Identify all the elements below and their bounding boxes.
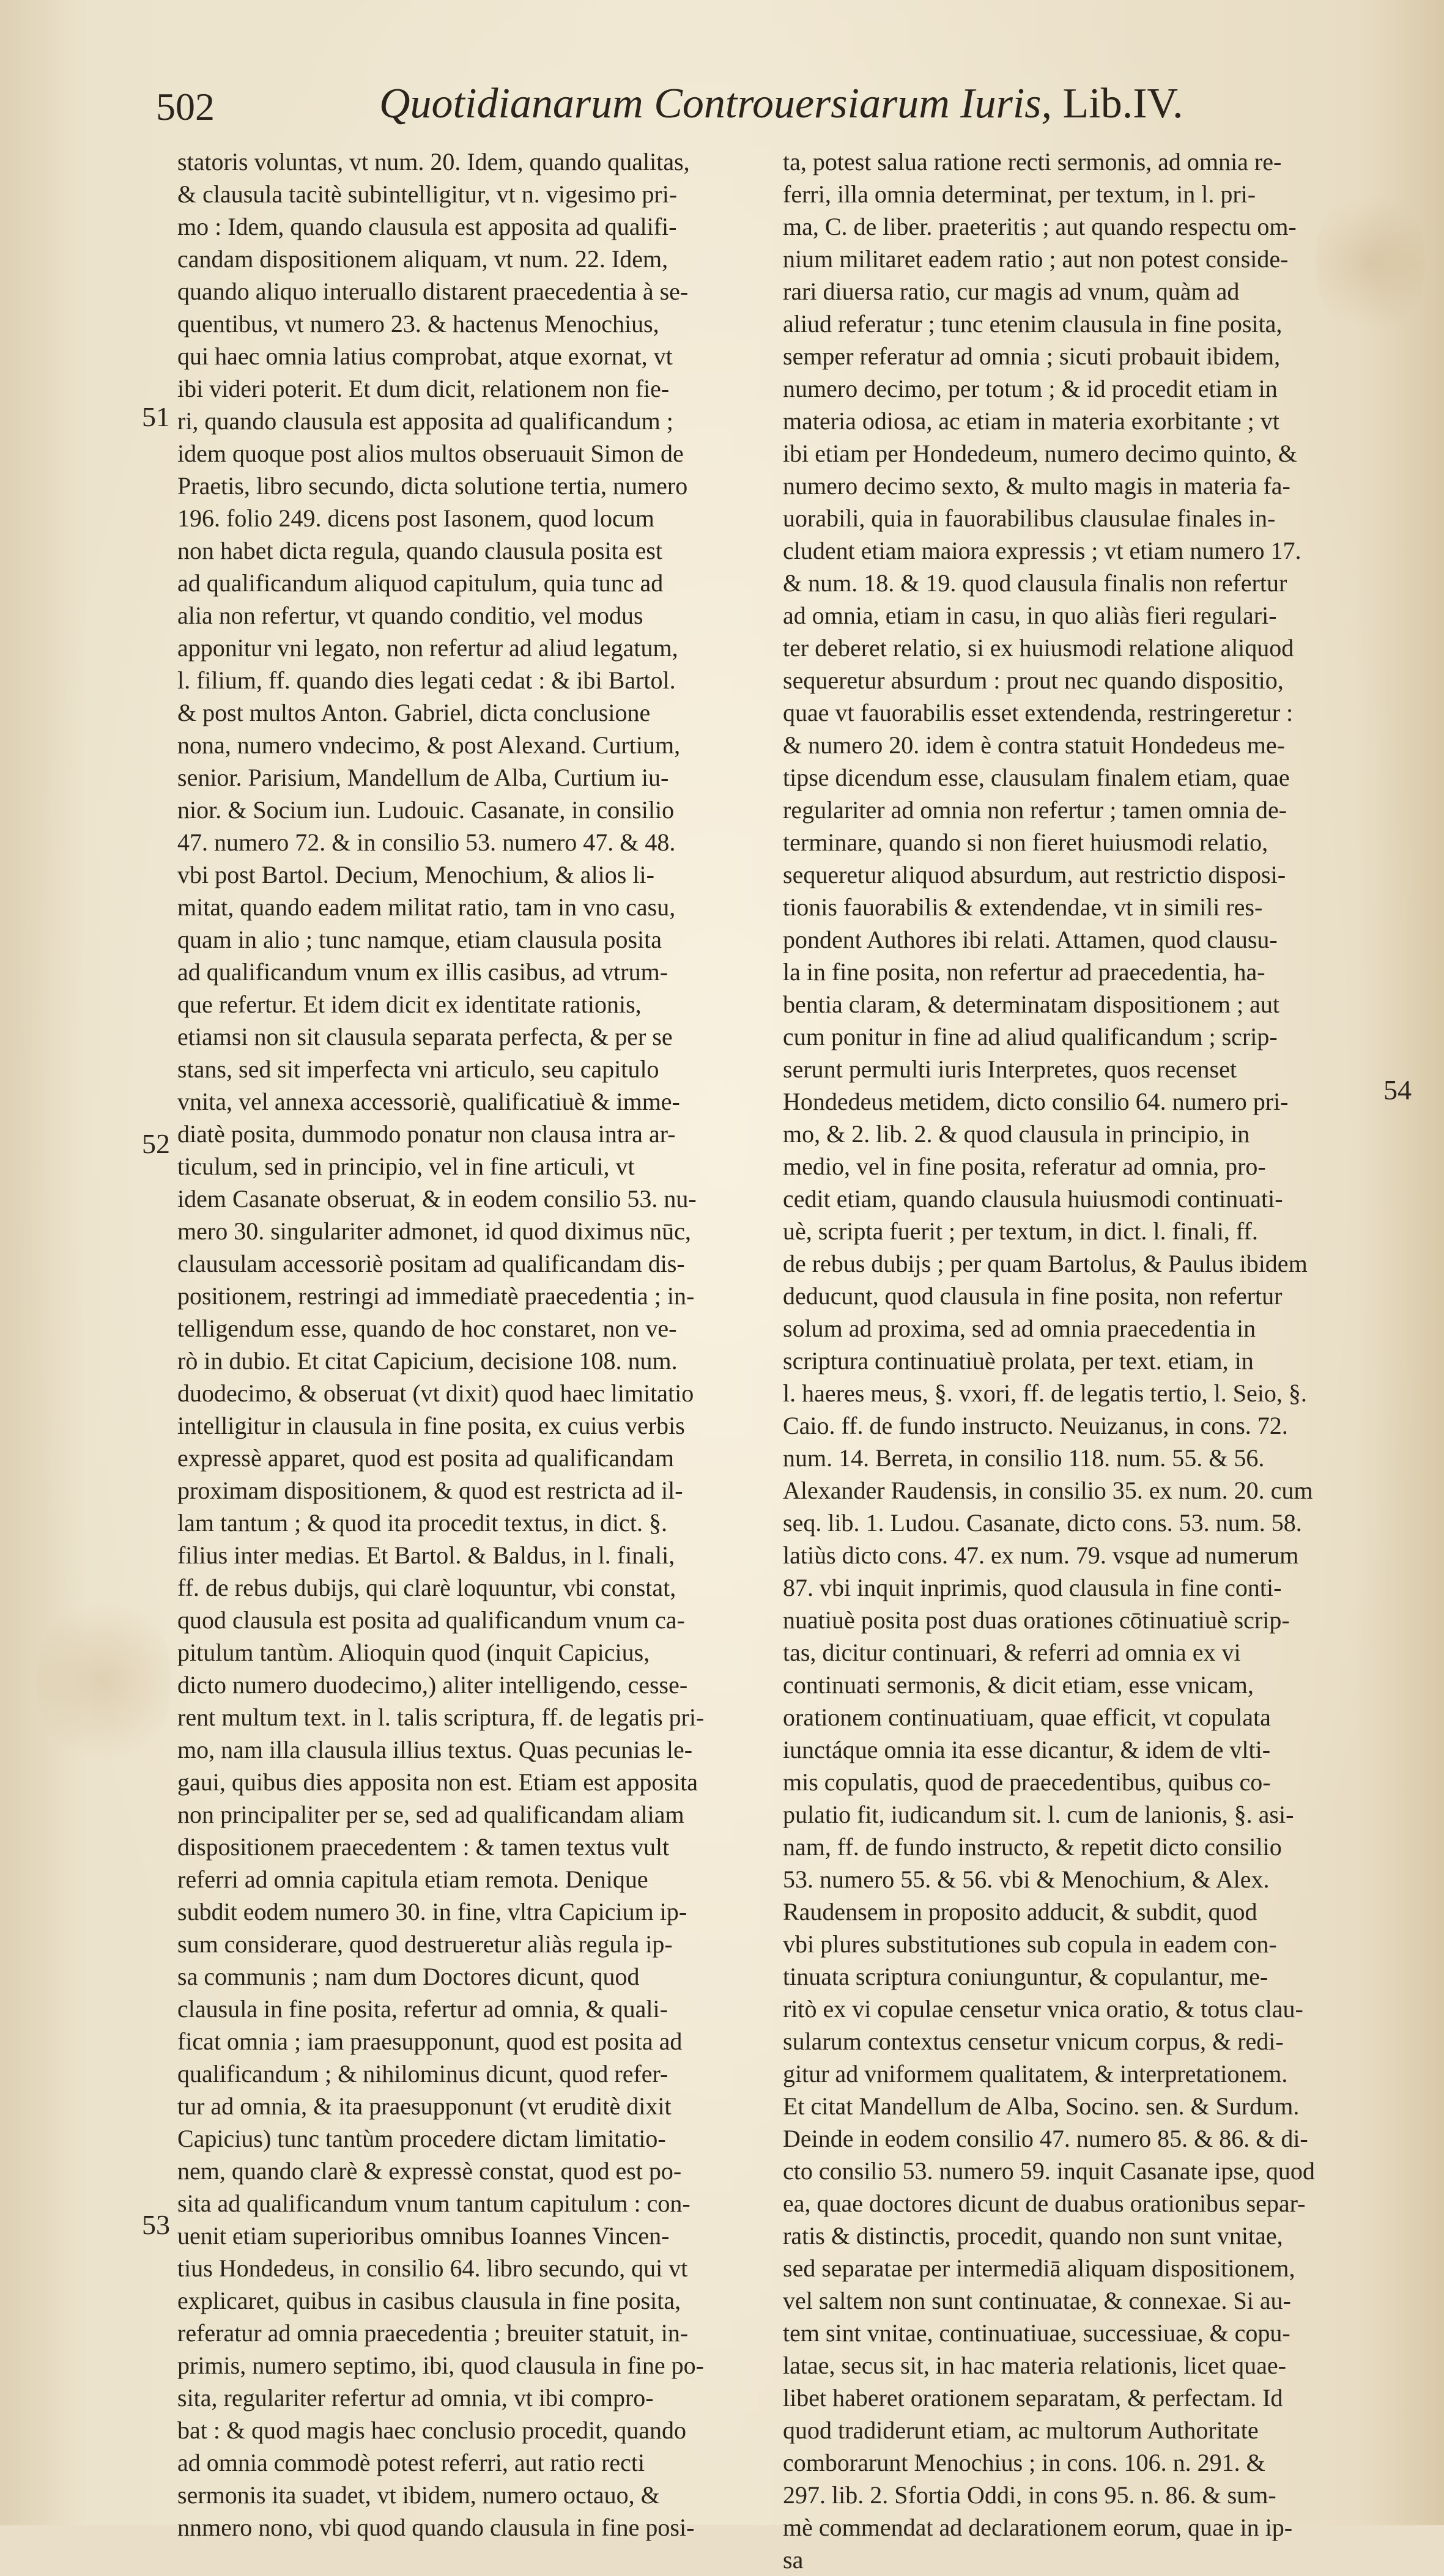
text-line: tinuata scriptura coniunguntur, & copulantur, me- bbox=[783, 1963, 1268, 1990]
text-line: etiamsi non sit clausula separata perfecta, & per se bbox=[177, 1023, 673, 1050]
text-line: nium militaret eadem ratio ; aut non potest conside- bbox=[783, 245, 1289, 273]
text-line: lam tantum ; & quod ita procedit textus, in dict. §. bbox=[177, 1509, 667, 1537]
text-line: mero 30. singulariter admonet, id quod diximus nūc, bbox=[177, 1217, 691, 1245]
text-line: duodecimo, & obseruat (vt dixit) quod haec limitatio bbox=[177, 1379, 694, 1407]
text-line: quentibus, vt numero 23. & hactenus Menochius, bbox=[177, 310, 659, 338]
text-line: tius Hondedeus, in consilio 64. libro secundo, qui vt bbox=[177, 2254, 688, 2282]
text-line: uenit etiam superioribus omnibus Ioannes Vincen- bbox=[177, 2222, 670, 2249]
text-line: 47. numero 72. & in consilio 53. numero 47. & 48. bbox=[177, 829, 676, 856]
text-line: qui haec omnia latius comprobat, atque exornat, vt bbox=[177, 342, 673, 370]
text-line: Capicius) tunc tantùm procedere dictam limitatio- bbox=[177, 2125, 666, 2152]
text-line: seq. lib. 1. Ludou. Casanate, dicto cons. 53. num. 58. bbox=[783, 1509, 1302, 1537]
text-line: tur ad omnia, & ita praesupponunt (vt eruditè dixit bbox=[177, 2092, 672, 2120]
margin-number: 52 bbox=[142, 1128, 170, 1159]
text-line: ticulum, sed in principio, vel in fine articuli, vt bbox=[177, 1153, 635, 1180]
running-title-text: Quotidianarum Controuersiarum Iuris, bbox=[379, 80, 1053, 127]
text-line: vel saltem non sunt continuatae, & connexae. Si au- bbox=[783, 2287, 1291, 2314]
text-line: vbi plures substitutiones sub copula in eadem con- bbox=[783, 1930, 1277, 1958]
text-line: rent multum text. in l. talis scriptura, ff. de legatis pri- bbox=[177, 1703, 705, 1731]
text-line: cum ponitur in fine ad aliud qualificandum ; scrip- bbox=[783, 1023, 1278, 1050]
text-line: que refertur. Et idem dicit ex identitate rationis, bbox=[177, 991, 642, 1018]
text-line: l. haeres meus, §. vxori, ff. de legatis tertio, l. Seio, §. bbox=[783, 1379, 1307, 1407]
text-line: ibi videri poterit. Et dum dicit, relationem non fie- bbox=[177, 375, 670, 402]
text-line: mis copulatis, quod de praecedentibus, quibus co- bbox=[783, 1768, 1271, 1796]
text-line: ibi etiam per Hondedeum, numero decimo quinto, & bbox=[783, 440, 1297, 467]
text-line: ritò ex vi copulae censetur vnica oratio, & totus clau- bbox=[783, 1995, 1303, 2023]
text-line: filius inter medias. Et Bartol. & Baldus, in l. finali, bbox=[177, 1541, 675, 1569]
text-line: num. 14. Berreta, in consilio 118. num. 55. & 56. bbox=[783, 1444, 1265, 1472]
text-line: terminare, quando si non fieret huiusmodi relatio, bbox=[783, 829, 1268, 856]
text-line: & post multos Anton. Gabriel, dicta conclusione bbox=[177, 699, 651, 726]
text-line: intelligitur in clausula in fine posita, ex cuius verbis bbox=[177, 1412, 685, 1439]
text-line: ff. de rebus dubijs, qui clarè loquuntur, vbi constat, bbox=[177, 1574, 676, 1601]
text-line: clausula in fine posita, refertur ad omnia, & quali- bbox=[177, 1995, 668, 2023]
text-line: vbi post Bartol. Decium, Menochium, & alios li- bbox=[177, 861, 654, 888]
text-line: ea, quae doctores dicunt de duabus orationibus separ- bbox=[783, 2190, 1306, 2217]
text-line: Alexander Raudensis, in consilio 35. ex num. 20. cum bbox=[783, 1477, 1313, 1504]
page-number: 502 bbox=[156, 85, 215, 128]
text-line: pulatio fit, iudicandum sit. l. cum de lanionis, §. asi- bbox=[783, 1801, 1294, 1828]
text-line: quam in alio ; tunc namque, etiam clausula posita bbox=[177, 926, 662, 953]
page-header bbox=[156, 73, 1190, 141]
text-line: non habet dicta regula, quando clausula posita est bbox=[177, 537, 663, 564]
margin-number: 53 bbox=[142, 2209, 170, 2240]
text-line: statoris voluntas, vt num. 20. Idem, quando qualitas, bbox=[177, 148, 690, 175]
text-line: cedit etiam, quando clausula huiusmodi continuati- bbox=[783, 1185, 1283, 1212]
text-line: nior. & Socium iun. Ludouic. Casanate, in consilio bbox=[177, 796, 675, 824]
text-line: rò in dubio. Et citat Capicium, decisione 108. num. bbox=[177, 1347, 678, 1375]
text-line: idem quoque post alios multos obseruauit Simon de bbox=[177, 440, 684, 467]
text-line: materia odiosa, ac etiam in materia exorbitante ; vt bbox=[783, 407, 1279, 435]
text-line: libet haberet orationem separatam, & perfectam. Id bbox=[783, 2384, 1283, 2412]
text-line: sermonis ita suadet, vt ibidem, numero octauo, & bbox=[177, 2481, 660, 2509]
text-line: stans, sed sit imperfecta vni articulo, seu capitulo bbox=[177, 1055, 659, 1083]
text-line: deducunt, quod clausula in fine posita, non refertur bbox=[783, 1282, 1283, 1310]
text-line: sularum contextus censetur vnicum corpus, & redi- bbox=[783, 2028, 1284, 2055]
text-line: tionis fauorabilis & extendendae, vt in simili res- bbox=[783, 893, 1263, 921]
text-line: orationem continuatiuam, quae efficit, vt copulata bbox=[783, 1703, 1271, 1731]
text-line: regulariter ad omnia non refertur ; tamen omnia de- bbox=[783, 796, 1287, 824]
text-line: cto consilio 53. numero 59. inquit Casanate ipse, quod bbox=[783, 2157, 1315, 2185]
text-line: diatè posita, dummodo ponatur non clausa intra ar- bbox=[177, 1120, 676, 1148]
text-line: de rebus dubijs ; per quam Bartolus, & Paulus ibidem bbox=[783, 1250, 1308, 1277]
text-line: telligendum esse, quando de hoc constaret, non ve- bbox=[177, 1315, 677, 1342]
text-line: mè commendat ad declarationem eorum, quae in ip- bbox=[783, 2514, 1293, 2541]
text-line: sed separatae per intermediā aliquam dispositionem, bbox=[783, 2254, 1295, 2282]
text-line: tipse dicendum esse, clausulam finalem etiam, quae bbox=[783, 764, 1290, 791]
text-line: numero decimo, per totum ; & id procedit etiam in bbox=[783, 375, 1278, 402]
text-line: idem Casanate obseruat, & in eodem consilio 53. nu- bbox=[177, 1185, 697, 1212]
text-line: 297. lib. 2. Sfortia Oddi, in cons 95. n. 86. & sum- bbox=[783, 2481, 1276, 2509]
text-line: pitulum tantùm. Alioquin quod (inquit Capicius, bbox=[177, 1639, 650, 1666]
text-line: nam, ff. de fundo instructo, & repetit dicto consilio bbox=[783, 1833, 1282, 1861]
text-line: sita, regulariter refertur ad omnia, vt ibi compro- bbox=[177, 2384, 654, 2412]
text-line: ad omnia commodè potest referri, aut ratio recti bbox=[177, 2449, 645, 2476]
text-line: 196. folio 249. dicens post Iasonem, quod locum bbox=[177, 504, 654, 532]
text-line: bentia claram, & determinatam dispositionem ; aut bbox=[783, 991, 1279, 1018]
text-line: nuatiuè posita post duas orationes cōtinuatiuè scrip- bbox=[783, 1606, 1290, 1634]
text-line: mo, nam illa clausula illius textus. Quas pecunias le- bbox=[177, 1736, 693, 1763]
text-line: ad qualificandum vnum ex illis casibus, ad vtrum- bbox=[177, 958, 668, 986]
text-line: ad omnia, etiam in casu, in quo aliàs fieri regulari- bbox=[783, 602, 1277, 629]
text-line: Hondedeus metidem, dicto consilio 64. numero pri- bbox=[783, 1088, 1289, 1115]
text-line: pondent Authores ibi relati. Attamen, quod clausu- bbox=[783, 926, 1278, 953]
text-line: l. filium, ff. quando dies legati cedat : & ibi Bartol. bbox=[177, 666, 676, 694]
text-line: tem sint vnitae, continuatiuae, successiuae, & copu- bbox=[783, 2319, 1290, 2347]
text-line: vnita, vel annexa accessoriè, qualificatiuè & imme- bbox=[177, 1088, 680, 1115]
text-line: latae, secus sit, in hac materia relationis, licet quae- bbox=[783, 2352, 1286, 2379]
text-line: sa communis ; nam dum Doctores dicunt, quod bbox=[177, 1963, 640, 1990]
text-line: 53. numero 55. & 56. vbi & Menochium, & Alex. bbox=[783, 1866, 1270, 1893]
text-line: latiùs dicto cons. 47. ex num. 79. vsque ad numerum bbox=[783, 1541, 1299, 1569]
text-line: bat : & quod magis haec conclusio procedit, quando bbox=[177, 2416, 687, 2444]
text-line: numero decimo sexto, & multo magis in materia fa- bbox=[783, 472, 1290, 500]
text-line: quod tradiderunt etiam, ac multorum Authoritate bbox=[783, 2416, 1259, 2444]
left-text-column bbox=[177, 146, 758, 2544]
text-line: Et citat Mandellum de Alba, Socino. sen. & Surdum. bbox=[783, 2092, 1300, 2120]
text-line: rari diuersa ratio, cur magis ad vnum, quàm ad bbox=[783, 278, 1240, 305]
text-line: nnmero nono, vbi quod quando clausula in fine posi- bbox=[177, 2514, 695, 2541]
text-line: senior. Parisium, Mandellum de Alba, Curtium iu- bbox=[177, 764, 669, 791]
text-line: nem, quando clarè & expressè constat, quod est po- bbox=[177, 2157, 682, 2185]
text-line: tas, dicitur continuari, & referri ad omnia ex vi bbox=[783, 1639, 1241, 1666]
text-line: ficat omnia ; iam praesupponunt, quod est posita ad bbox=[177, 2028, 683, 2055]
paper-stain bbox=[37, 1590, 171, 1773]
text-line: Raudensem in proposito adducit, & subdit, quod bbox=[783, 1898, 1257, 1925]
text-line: gaui, quibus dies apposita non est. Etiam est apposita bbox=[177, 1768, 698, 1796]
text-line: ri, quando clausula est apposita ad qualificandum ; bbox=[177, 407, 673, 435]
margin-number: 54 bbox=[1383, 1074, 1412, 1105]
text-line: subdit eodem numero 30. in fine, vltra Capicium ip- bbox=[177, 1898, 687, 1925]
text-line: medio, vel in fine posita, referatur ad omnia, pro- bbox=[783, 1153, 1266, 1180]
text-line: sa bbox=[783, 2546, 804, 2574]
text-line: sum considerare, quod destrueretur aliàs regula ip- bbox=[177, 1930, 673, 1958]
text-line: ad qualificandum aliquod capitulum, quia tunc ad bbox=[177, 569, 664, 597]
text-line: & numero 20. idem è contra statuit Hondedeus me- bbox=[783, 731, 1285, 759]
text-line: & num. 18. & 19. quod clausula finalis non refertur bbox=[783, 569, 1287, 597]
text-line: Caio. ff. de fundo instructo. Neuizanus, in cons. 72. bbox=[783, 1412, 1288, 1439]
text-line: explicaret, quibus in casibus clausula in fine posita, bbox=[177, 2287, 681, 2314]
text-line: expressè apparet, quod est posita ad qualificandam bbox=[177, 1444, 674, 1472]
text-line: candam dispositionem aliquam, vt num. 22. Idem, bbox=[177, 245, 668, 273]
text-line: scriptura continuatiuè prolata, per text. etiam, in bbox=[783, 1347, 1254, 1375]
text-line: cludent etiam maiora expressis ; vt etiam numero 17. bbox=[783, 537, 1301, 564]
text-line: positionem, restringi ad immediatè praecedentia ; in- bbox=[177, 1282, 695, 1310]
text-line: iunctáque omnia ita esse dicantur, & idem de vlti- bbox=[783, 1736, 1271, 1763]
text-line: Praetis, libro secundo, dicta solutione tertia, numero bbox=[177, 472, 688, 500]
text-line: sita ad qualificandum vnum tantum capitulum : con- bbox=[177, 2190, 691, 2217]
text-line: mo : Idem, quando clausula est apposita ad qualifi- bbox=[177, 213, 677, 240]
text-line: referatur ad omnia praecedentia ; breuiter statuit, in- bbox=[177, 2319, 689, 2347]
text-line: dispositionem praecedentem : & tamen textus vult bbox=[177, 1833, 670, 1861]
text-line: & clausula tacitè subintelligitur, vt n. vigesimo pri- bbox=[177, 180, 678, 208]
right-text-column bbox=[783, 146, 1364, 2576]
text-line: solum ad proxima, sed ad omnia praecedentia in bbox=[783, 1315, 1256, 1342]
text-line: gitur ad vniformem qualitatem, & interpretationem. bbox=[783, 2060, 1288, 2087]
text-line: qualificandum ; & nihilominus dicunt, quod refer- bbox=[177, 2060, 668, 2087]
text-line: comborarunt Menochius ; in cons. 106. n. 291. & bbox=[783, 2449, 1265, 2476]
text-line: quod clausula est posita ad qualificandum vnum ca- bbox=[177, 1606, 685, 1634]
text-line: primis, numero septimo, ibi, quod clausula in fine po- bbox=[177, 2352, 704, 2379]
text-line: sequeretur aliquod absurdum, aut restrictio disposi- bbox=[783, 861, 1286, 888]
running-title-book: Lib.IV. bbox=[1062, 80, 1183, 127]
text-line: serunt permulti iuris Interpretes, quos recenset bbox=[783, 1055, 1237, 1083]
running-title bbox=[379, 79, 1183, 128]
text-line: uè, scripta fuerit ; per textum, in dict. l. finali, ff. bbox=[783, 1217, 1258, 1245]
text-line: non principaliter per se, sed ad qualificandam aliam bbox=[177, 1801, 684, 1828]
text-line: aliud referatur ; tunc etenim clausula in fine posita, bbox=[783, 310, 1283, 338]
text-line: proximam dispositionem, & quod est restricta ad il- bbox=[177, 1477, 683, 1504]
text-line: nona, numero vndecimo, & post Alexand. Curtium, bbox=[177, 731, 681, 759]
text-line: uorabili, quia in fauorabilibus clausulae finales in- bbox=[783, 504, 1276, 532]
text-line: clausulam accessoriè positam ad qualificandam dis- bbox=[177, 1250, 685, 1277]
text-line: sequeretur absurdum : prout nec quando dispositio, bbox=[783, 666, 1284, 694]
text-line: ter deberet relatio, si ex huiusmodi relatione aliquod bbox=[783, 634, 1294, 662]
text-line: alia non refertur, vt quando conditio, vel modus bbox=[177, 602, 643, 629]
text-line: mitat, quando eadem militat ratio, tam in vno casu, bbox=[177, 893, 676, 921]
text-line: ferri, illa omnia determinat, per textum, in l. pri- bbox=[783, 180, 1256, 208]
text-line: quae vt fauorabilis esset extendenda, restringeretur : bbox=[783, 699, 1294, 726]
text-line: dicto numero duodecimo,) aliter intelligendo, cesse- bbox=[177, 1671, 688, 1699]
text-line: ratis & distinctis, procedit, quando non sunt vnitae, bbox=[783, 2222, 1283, 2249]
text-line: 87. vbi inquit inprimis, quod clausula in fine conti- bbox=[783, 1574, 1282, 1601]
text-line: la in fine posita, non refertur ad praecedentia, ha- bbox=[783, 958, 1265, 986]
text-line: Deinde in eodem consilio 47. numero 85. & 86. & di- bbox=[783, 2125, 1308, 2152]
text-line: mo, & 2. lib. 2. & quod clausula in principio, in bbox=[783, 1120, 1250, 1148]
text-line: referri ad omnia capitula etiam remota. Denique bbox=[177, 1866, 648, 1893]
margin-number: 51 bbox=[142, 401, 170, 432]
text-line: semper referatur ad omnia ; sicuti probauit ibidem, bbox=[783, 342, 1281, 370]
text-line: continuati sermonis, & dicit etiam, esse vnicam, bbox=[783, 1671, 1254, 1699]
text-line: quando aliquo interuallo distarent praecedentia à se- bbox=[177, 278, 689, 305]
text-line: ta, potest salua ratione recti sermonis, ad omnia re- bbox=[783, 148, 1282, 175]
text-line: ma, C. de liber. praeteritis ; aut quando respectu om- bbox=[783, 213, 1297, 240]
text-line: apponitur vni legato, non refertur ad aliud legatum, bbox=[177, 634, 678, 662]
